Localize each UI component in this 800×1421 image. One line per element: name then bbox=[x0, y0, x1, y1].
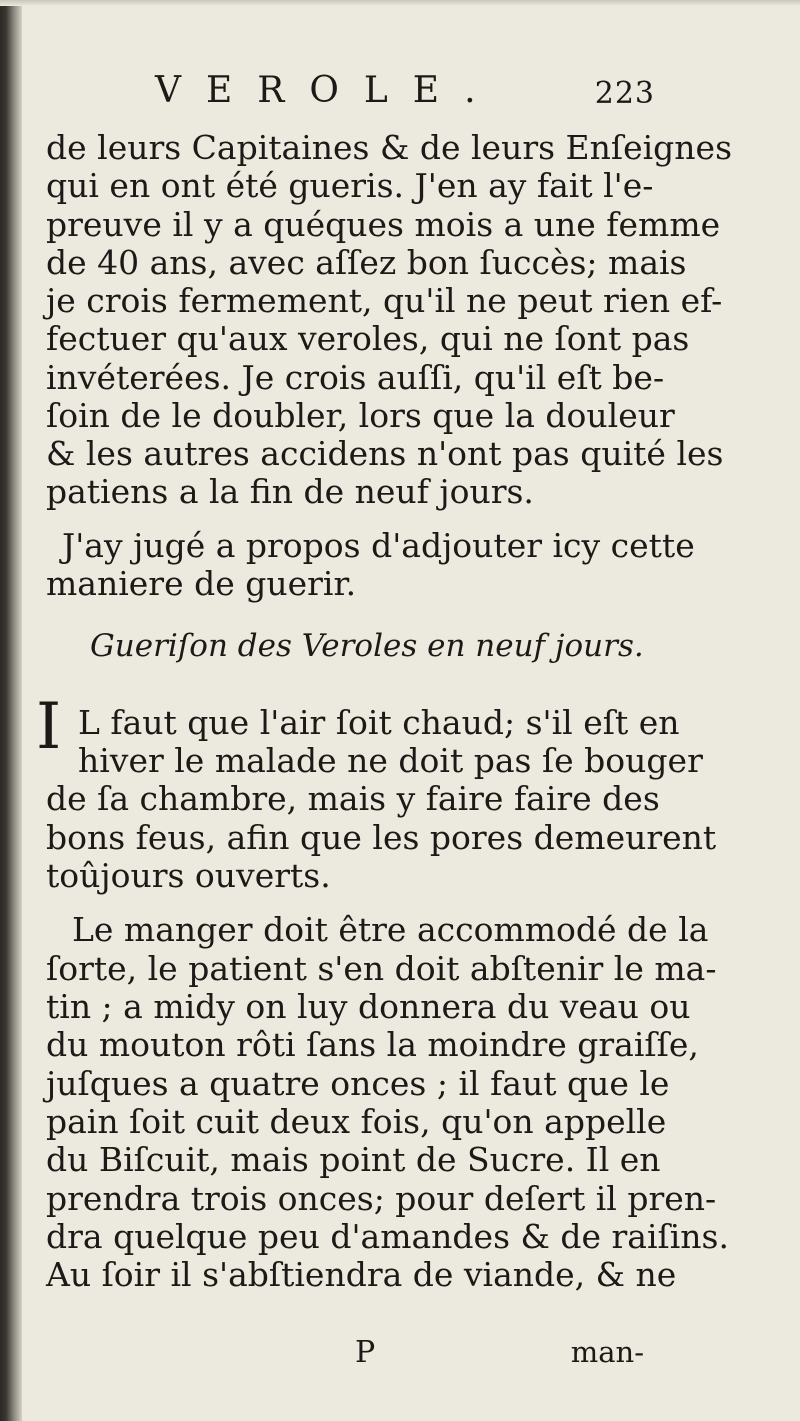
text-line: dra quelque peu d'amandes & de raiſins. bbox=[46, 1217, 729, 1256]
text-line: je crois fermement, qu'il ne peut rien ef- bbox=[46, 281, 723, 320]
text-line: & les autres accidens n'ont pas quité les bbox=[46, 434, 724, 473]
text-line: fectuer qu'aux veroles, qui ne ſont pas bbox=[46, 319, 690, 358]
text-line: hiver le malade ne doit pas ſe bouger bbox=[78, 741, 703, 780]
text-line: de 40 ans, avec aſſez bon ſuccès; mais bbox=[46, 243, 687, 282]
text-line: de ſa chambre, mais y faire faire des bbox=[46, 779, 660, 818]
running-head-title: VEROLE. bbox=[155, 70, 501, 111]
drop-cap: I bbox=[36, 690, 62, 764]
text-line: qui en ont été gueris. J'en ay fait l'e- bbox=[46, 166, 654, 205]
text-line: preuve il y a quéques mois a une femme bbox=[46, 205, 721, 244]
text-line: du Biſcuit, mais point de Sucre. Il en bbox=[46, 1140, 661, 1179]
text-line: L faut que l'air ſoit chaud; s'il eſt en bbox=[78, 703, 680, 742]
page-top-edge bbox=[0, 0, 800, 6]
text-line: bons feus, afin que les pores demeurent bbox=[46, 818, 717, 857]
text-line: patiens a la fin de neuf jours. bbox=[46, 472, 534, 511]
text-line: du mouton rôti ſans la moindre graiſſe, bbox=[46, 1025, 699, 1064]
text-line: Le manger doit être accommodé de la bbox=[72, 910, 709, 949]
running-head bbox=[155, 70, 655, 120]
text-line: J'ay jugé a propos d'adjouter icy cette bbox=[62, 526, 695, 565]
catchword: man- bbox=[570, 1335, 644, 1369]
text-line: ſorte, le patient s'en doit abſtenir le ma- bbox=[46, 949, 717, 988]
text-line: de leurs Capitaines & de leurs Enſeignes bbox=[46, 128, 733, 167]
text-line: toûjours ouverts. bbox=[46, 856, 331, 895]
text-line: invéterées. Je crois auſſi, qu'il eſt be- bbox=[46, 358, 665, 397]
text-line: pain ſoit cuit deux fois, qu'on appelle bbox=[46, 1102, 667, 1141]
page-gutter-shadow bbox=[0, 0, 22, 1421]
text-line: Au ſoir il s'abſtiendra de viande, & ne bbox=[46, 1255, 677, 1294]
text-line: ſoin de le doubler, lors que la douleur bbox=[46, 396, 675, 435]
text-line: prendra trois onces; pour deſert il pren- bbox=[46, 1179, 717, 1218]
page-number: 223 bbox=[594, 76, 655, 111]
signature-mark: P bbox=[355, 1335, 376, 1370]
text-line: juſques a quatre onces ; il faut que le bbox=[46, 1064, 670, 1103]
text-line: maniere de guerir. bbox=[46, 564, 357, 603]
section-heading: Gueriſon des Veroles en neuf jours. bbox=[90, 628, 644, 664]
text-line: tin ; a midy on luy donnera du veau ou bbox=[46, 987, 691, 1026]
